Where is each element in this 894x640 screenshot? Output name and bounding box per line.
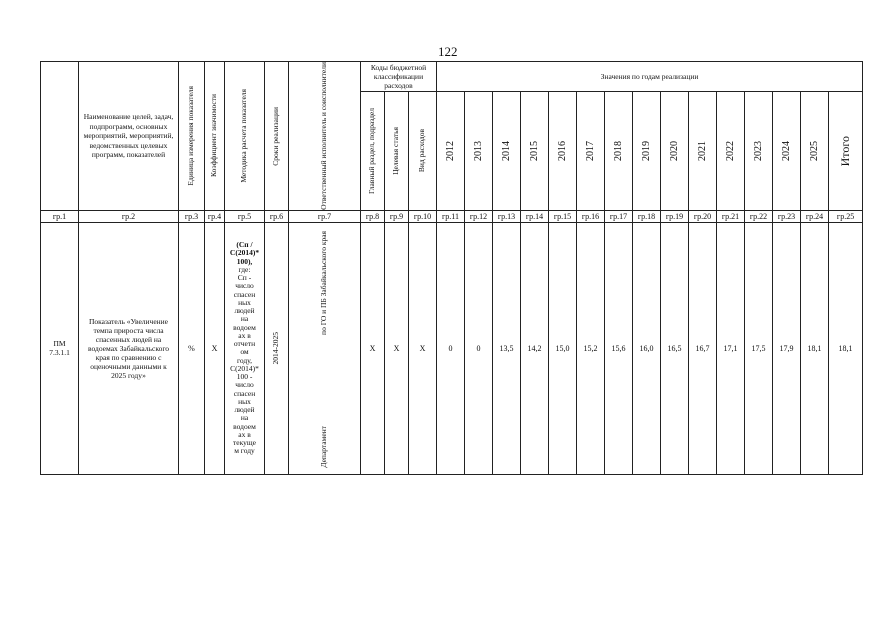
method-line: ах в	[238, 429, 251, 439]
value-2014: 13,5	[493, 222, 521, 474]
header-budget-main: Главный раздел, подраздел	[361, 91, 385, 210]
value-2025: 18,1	[801, 222, 829, 474]
method-line: текуще	[233, 438, 256, 448]
col-num: гр.20	[689, 210, 717, 222]
executor-bottom: Департамент	[319, 426, 329, 468]
page-number: 122	[438, 44, 458, 59]
method-line: людей	[234, 405, 255, 415]
col-num: гр.5	[225, 210, 265, 222]
method-line: число	[235, 281, 254, 291]
value-2021: 16,7	[689, 222, 717, 474]
method-line: на	[240, 314, 249, 324]
header-row-1	[41, 62, 863, 92]
header-code-col	[41, 62, 79, 211]
col-num: гр.11	[437, 210, 465, 222]
value-2019: 16,0	[633, 222, 661, 474]
header-year-2022: 2022	[717, 91, 745, 210]
column-number-row	[41, 210, 863, 222]
header-budget-target: Целевая статья	[385, 91, 409, 210]
col-num: гр.21	[717, 210, 745, 222]
method-line: ных	[238, 297, 251, 307]
header-years-group: Значения по годам реализации	[437, 62, 863, 92]
method-line: 100 -	[236, 372, 253, 382]
value-2012: 0	[437, 222, 465, 474]
method-line: С(2014)*	[230, 363, 259, 373]
header-period: Сроки реализации	[265, 62, 289, 211]
row-executor	[289, 222, 361, 474]
method-line: отчетн	[233, 339, 256, 349]
col-num: гр.17	[605, 210, 633, 222]
header-year-2019: 2019	[633, 91, 661, 210]
col-num: гр.25	[829, 210, 863, 222]
row-code: ПМ 7.3.1.1	[41, 222, 79, 474]
header-budget-kind: Вид расходов	[409, 91, 437, 210]
method-line: м году	[234, 446, 255, 456]
row-significance: X	[205, 222, 225, 474]
executor-top: по ГО и ПБ Забайкальского края	[319, 230, 329, 335]
method-line: спасен	[233, 388, 256, 398]
row-budget-main: X	[361, 222, 385, 474]
header-total: Итого	[829, 91, 863, 210]
method-line: водоем	[233, 421, 256, 431]
col-num: гр.6	[265, 210, 289, 222]
value-total: 18,1	[829, 222, 863, 474]
method-line: 100),	[236, 256, 253, 266]
col-num: гр.13	[493, 210, 521, 222]
header-year-2024: 2024	[773, 91, 801, 210]
col-num: гр.19	[661, 210, 689, 222]
header-year-2021: 2021	[689, 91, 717, 210]
col-num: гр.14	[521, 210, 549, 222]
method-line: ом	[240, 347, 249, 357]
header-unit: Единица измерения показателя	[179, 62, 205, 211]
col-num: гр.8	[361, 210, 385, 222]
row-unit: %	[179, 222, 205, 474]
value-2022: 17,1	[717, 222, 745, 474]
method-line: спасен	[233, 289, 256, 299]
col-num: гр.1	[41, 210, 79, 222]
value-2018: 15,6	[605, 222, 633, 474]
header-year-2012: 2012	[437, 91, 465, 210]
method-line: где:	[238, 264, 251, 274]
header-year-2018: 2018	[605, 91, 633, 210]
col-num: гр.15	[549, 210, 577, 222]
value-2015: 14,2	[521, 222, 549, 474]
header-budget-group: Коды бюджетной классификации расходов	[361, 62, 437, 92]
col-num: гр.18	[633, 210, 661, 222]
col-num: гр.4	[205, 210, 225, 222]
method-text	[225, 241, 264, 456]
col-num: гр.9	[385, 210, 409, 222]
row-budget-target: X	[385, 222, 409, 474]
col-num: гр.10	[409, 210, 437, 222]
value-2016: 15,0	[549, 222, 577, 474]
method-line: на	[240, 413, 249, 423]
header-year-2020: 2020	[661, 91, 689, 210]
method-line: ах в	[238, 330, 251, 340]
header-executor: Ответственный исполнитель и соисполнители	[289, 62, 361, 211]
row-method	[225, 222, 265, 474]
row-name: Показатель «Увеличение темпа прироста числа спасенных людей на водоемах Забайкальского края по сравнению с оценочными данными к 2025 году»	[79, 222, 179, 474]
header-method: Методика расчета показателя	[225, 62, 265, 211]
value-2024: 17,9	[773, 222, 801, 474]
col-num: гр.16	[577, 210, 605, 222]
method-line: водоем	[233, 322, 256, 332]
method-line: (Сп /	[236, 240, 253, 250]
col-num: гр.12	[465, 210, 493, 222]
header-significance: Коэффициент значимости	[205, 62, 225, 211]
header-year-2017: 2017	[577, 91, 605, 210]
header-name: Наименование целей, задач, подпрограмм, основных мероприятий, мероприятий, ведомственных целевых программ, показателей	[79, 62, 179, 211]
value-2023: 17,5	[745, 222, 773, 474]
indicator-table	[40, 61, 863, 475]
method-line: году,	[236, 355, 253, 365]
method-line: число	[235, 380, 254, 390]
col-num: гр.23	[773, 210, 801, 222]
header-year-2025: 2025	[801, 91, 829, 210]
method-line: ных	[238, 396, 251, 406]
col-num: гр.3	[179, 210, 205, 222]
col-num: гр.7	[289, 210, 361, 222]
row-period: 2014-2025	[265, 222, 289, 474]
col-num: гр.2	[79, 210, 179, 222]
row-budget-kind: X	[409, 222, 437, 474]
header-year-2013: 2013	[465, 91, 493, 210]
method-line: людей	[234, 306, 255, 316]
col-num: гр.22	[745, 210, 773, 222]
value-2020: 16,5	[661, 222, 689, 474]
value-2013: 0	[465, 222, 493, 474]
header-year-2016: 2016	[549, 91, 577, 210]
header-year-2023: 2023	[745, 91, 773, 210]
header-year-2014: 2014	[493, 91, 521, 210]
value-2017: 15,2	[577, 222, 605, 474]
method-line: Сп -	[237, 273, 252, 283]
col-num: гр.24	[801, 210, 829, 222]
indicator-row	[41, 222, 863, 474]
header-year-2015: 2015	[521, 91, 549, 210]
method-line: С(2014)*	[229, 248, 260, 258]
